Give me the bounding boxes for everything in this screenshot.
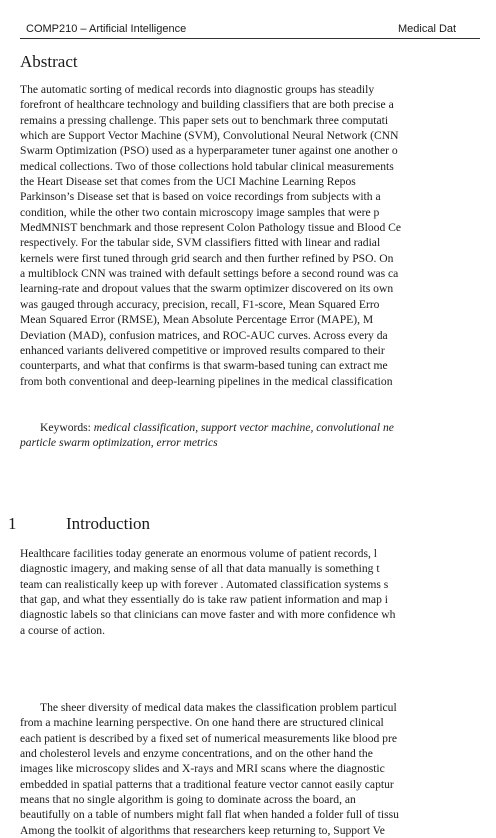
text-line: The automatic sorting of medical records into diagnostic groups has steadily: [20, 83, 375, 96]
text-line: diagnostic imagery, and making sense of all that data manually is something t: [20, 562, 380, 576]
intro-paragraph-1: [20, 546, 490, 638]
text-line: and cholesterol levels and enzyme concentrations, and on the other hand the: [20, 747, 373, 761]
keywords-label: Keywords:: [40, 421, 91, 434]
intro-paragraph-2: [20, 700, 490, 838]
text-line: Deviation (MAD), confusion matrices, and ROC-AUC curves. Across every da: [20, 328, 388, 342]
text-line: which are Support Vector Machine (SVM), Convolutional Neural Network (CNN: [20, 129, 399, 143]
text-line: from both conventional and deep-learning pipelines in the medical classification: [20, 374, 393, 388]
text-line: a multiblock CNN was trained with default settings before a second round was ca: [20, 267, 399, 281]
text-line: the Heart Disease set that comes from the UCI Machine Learning Repos: [20, 175, 356, 189]
text-line: embedded in spatial patterns that a traditional feature vector cannot easily captur: [20, 777, 394, 791]
text-line: Mean Squared Error (RMSE), Mean Absolute Percentage Error (MAPE), M: [20, 313, 374, 327]
text-line: team can realistically keep up with forever . Automated classification systems s: [20, 577, 389, 591]
text-line: medical collections. Two of those collections hold tabular clinical measurements: [20, 159, 394, 173]
text-line: images like microscopy slides and X-rays and MRI scans where the diagnostic: [20, 762, 385, 776]
running-header: [26, 22, 496, 36]
abstract-body: [20, 82, 490, 389]
text-line: diagnostic labels so that clinicians can move faster and with more confidence wh: [20, 608, 396, 622]
text-line: each patient is described by a fixed set of numerical measurements like blood pre: [20, 731, 397, 745]
keywords-terms-continued: particle swarm optimization, error metrics: [20, 436, 218, 450]
text-line: Parkinson’s Disease set that is based on voice recordings from subjects with a: [20, 190, 381, 204]
text-line: beautifully on a table of numbers might fall flat when handed a folder full of tissu: [20, 808, 399, 822]
text-line: condition, while the other two contain microscopy image samples that were p: [20, 205, 380, 219]
text-line: counterparts, and what that confirms is that swarm-based tuning can extract me: [20, 359, 388, 373]
header-rule: [20, 38, 480, 39]
text-line: learning-rate and dropout values that the swarm optimizer discovered on its own: [20, 282, 394, 296]
text-line: MedMNIST benchmark and those represent Colon Pathology tissue and Blood Ce: [20, 221, 402, 235]
text-line: that gap, and what they essentially do is take raw patient information and map i: [20, 593, 388, 607]
keywords-line: [20, 420, 490, 435]
text-line: was gauged through accuracy, precision, recall, F1-score, Mean Squared Erro: [20, 297, 380, 311]
text-line: a course of action.: [20, 623, 105, 637]
keywords-terms: medical classification, support vector machine, convolutional ne: [93, 421, 394, 434]
text-line: Swarm Optimization (PSO) used as a hyperparameter tuner against one another o: [20, 144, 398, 158]
text-line: Among the toolkit of algorithms that researchers keep returning to, Support Ve: [20, 823, 385, 837]
text-line: respectively. For the tabular side, SVM classifiers fitted with linear and radial: [20, 236, 381, 250]
section-number: 1: [8, 514, 17, 533]
abstract-heading: Abstract: [20, 52, 78, 71]
text-line: from a machine learning perspective. On one hand there are structured clinical: [20, 716, 384, 730]
text-line: The sheer diversity of medical data makes the classification problem particul: [40, 701, 397, 714]
text-line: remains a pressing challenge. This paper sets out to benchmark three computati: [20, 113, 389, 127]
text-line: forefront of healthcare technology and building classifiers that are both precise a: [20, 98, 394, 112]
course-title: COMP210 – Artificial Intelligence: [26, 23, 187, 35]
text-line: kernels were first tuned through grid search and then further refined by PSO. On: [20, 251, 394, 265]
text-line: enhanced variants delivered competitive or improved results compared to their: [20, 343, 385, 357]
section-title: Introduction: [66, 514, 151, 533]
keywords: [20, 420, 490, 451]
text-line: means that no single algorithm is going to dominate across the board, an: [20, 793, 356, 807]
text-line: Healthcare facilities today generate an enormous volume of patient records, l: [20, 547, 378, 560]
paper-short-title: Medical Dat: [398, 23, 457, 35]
